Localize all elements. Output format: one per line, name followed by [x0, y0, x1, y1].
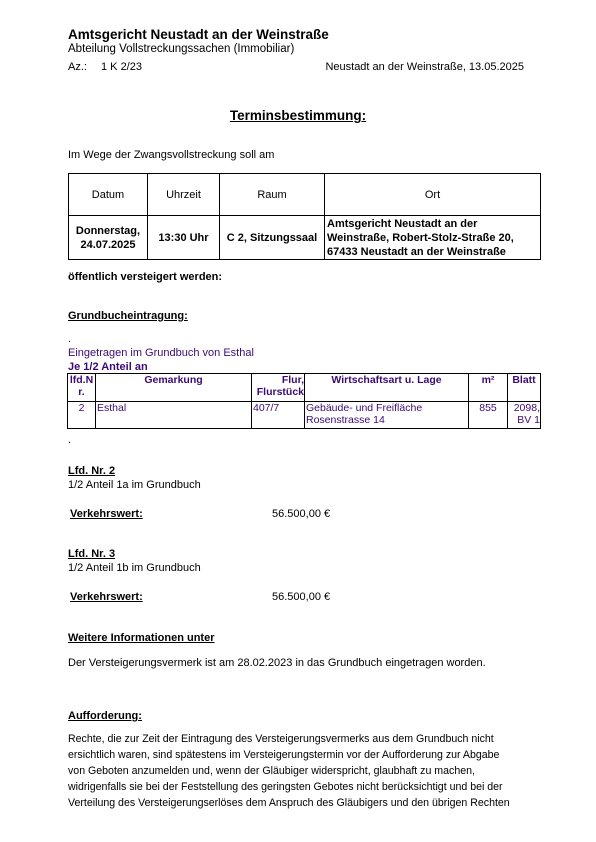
lfd-line: r.: [78, 386, 85, 398]
cell-time: 13:30 Uhr: [148, 216, 220, 260]
paragraph-line: widrigenfalls sie bei der Feststellung des geringsten Gebotes nicht berücksichtigt und bei der: [68, 781, 503, 793]
cell-room: C 2, Sitzungssaal: [220, 216, 325, 260]
col-header-m2: m²: [469, 374, 508, 402]
col-header-flur: [252, 374, 305, 402]
department: Abteilung Vollstreckungssachen (Immobiliar): [68, 43, 295, 55]
parcel-table: [67, 373, 541, 429]
cell-blatt: [508, 402, 541, 429]
grundbuch-heading: Grundbucheintragung:: [68, 310, 188, 322]
az-label: Az.:: [68, 61, 87, 73]
item2-heading: Lfd. Nr. 2: [68, 465, 116, 477]
item2-desc: 1/2 Anteil 1a im Grundbuch: [68, 479, 201, 491]
item3-value-label: Verkehrswert:: [70, 591, 143, 603]
cell-m2: 855: [469, 402, 508, 429]
col-header-room: Raum: [220, 174, 325, 216]
cell-flur: 407/7: [252, 402, 305, 429]
place-line: Weinstraße, Robert-Stolz-Straße 20,: [327, 231, 514, 244]
dot-separator: .: [68, 333, 72, 345]
intro-text: Im Wege der Zwangsvollstreckung soll am: [68, 149, 275, 161]
place-line: Amtsgericht Neustadt an der: [327, 217, 478, 230]
paragraph-line: ersichtlich waren, sind spätestens im Versteigerungstermin vor der Aufforderung zur Abgabe: [68, 749, 500, 761]
lfd-line: lfd.N: [69, 374, 94, 386]
az-value: 1 K 2/23: [101, 61, 142, 73]
item3-desc: 1/2 Anteil 1b im Grundbuch: [68, 562, 201, 574]
col-header-blatt: Blatt: [508, 374, 541, 402]
item2-value: 56.500,00 €: [272, 508, 331, 520]
table-row: [68, 402, 541, 429]
share-label: Je 1/2 Anteil an: [68, 361, 148, 373]
flur-line: Flur,: [281, 374, 304, 386]
dot-separator: .: [68, 434, 72, 446]
col-header-wirtschaftsart: Wirtschaftsart u. Lage: [305, 374, 469, 402]
paragraph-line: Verteilung des Versteigerungserlöses dem Anspruch des Gläubigers und den übrigen Rechten: [68, 797, 510, 809]
cell-lfd: 2: [68, 402, 96, 429]
item3-heading: Lfd. Nr. 3: [68, 548, 116, 560]
auction-text: öffentlich versteigert werden:: [68, 271, 223, 283]
date-value: 24.07.2025: [80, 238, 136, 251]
wirt-line: Gebäude- und Freifläche: [306, 402, 423, 414]
item3-value: 56.500,00 €: [272, 591, 331, 603]
col-header-time: Uhrzeit: [148, 174, 220, 216]
cell-date: [69, 216, 148, 260]
paragraph-line: von Geboten anzumelden und, wenn der Gläubiger widerspricht, glaubhaft zu machen,: [68, 765, 475, 777]
place-line: 67433 Neustadt an der Weinstraße: [327, 245, 506, 258]
blatt-line: BV 1: [517, 414, 540, 426]
aufforderung-heading: Aufforderung:: [68, 710, 142, 722]
date-weekday: Donnerstag,: [75, 224, 141, 237]
col-header-date: Datum: [69, 174, 148, 216]
item2-value-label: Verkehrswert:: [70, 508, 143, 520]
cell-place: [325, 216, 541, 260]
col-header-place: Ort: [325, 174, 541, 216]
col-header-gemarkung: Gemarkung: [96, 374, 252, 402]
cell-wirtschaftsart: [305, 402, 469, 429]
col-header-lfd: [68, 374, 96, 402]
cell-gemarkung: Esthal: [96, 402, 252, 429]
paragraph-line: Rechte, die zur Zeit der Eintragung des Versteigerungsvermerks aus dem Grundbuch nicht: [68, 733, 494, 745]
registered-in: Eingetragen im Grundbuch von Esthal: [68, 347, 254, 359]
flur-line: Flurstück: [256, 386, 304, 398]
wirt-line: Rosenstrasse 14: [306, 414, 385, 426]
schedule-table: [68, 173, 541, 260]
vermerk-text: Der Versteigerungsvermerk ist am 28.02.2023 in das Grundbuch eingetragen worden.: [68, 657, 486, 669]
place-date: Neustadt an der Weinstraße, 13.05.2025: [325, 61, 524, 73]
blatt-line: 2098,: [513, 402, 540, 414]
court-name: Amtsgericht Neustadt an der Weinstraße: [68, 27, 329, 42]
page-title: Terminsbestimmung:: [229, 108, 367, 123]
more-info-heading: Weitere Informationen unter: [68, 632, 215, 644]
